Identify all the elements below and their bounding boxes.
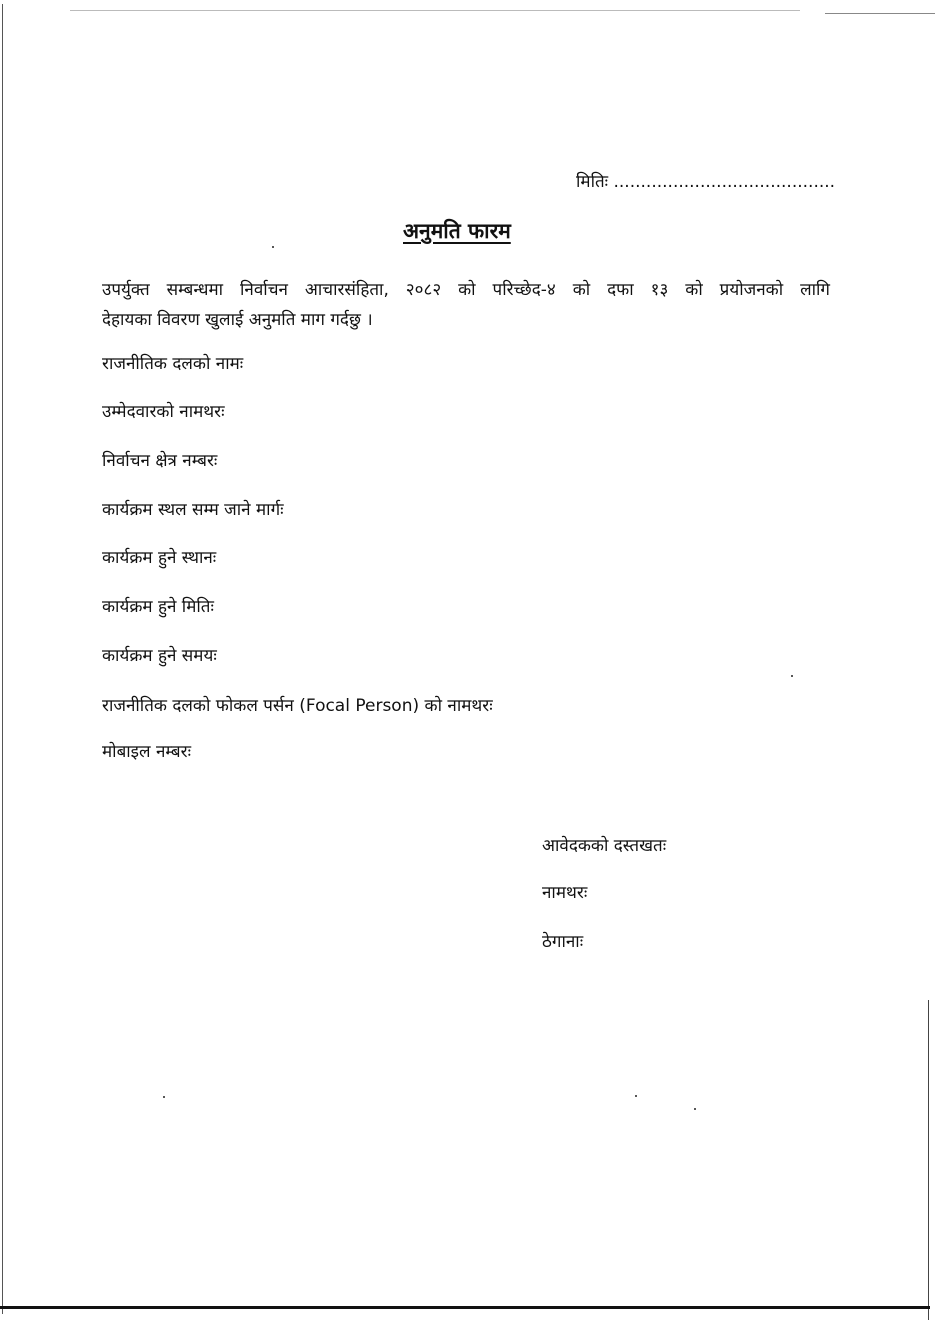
field-party-name: राजनीतिक दलको नामः (102, 354, 244, 374)
signature-name-label: नामथरः (542, 883, 588, 903)
signature-address-label: ठेगानाः (542, 932, 584, 952)
scan-speck (163, 1096, 165, 1098)
field-constituency-number: निर्वाचन क्षेत्र नम्बरः (102, 451, 218, 471)
scan-left-edge (2, 4, 3, 1314)
scan-speck (272, 246, 274, 248)
form-title: अनुमति फारम (403, 219, 511, 243)
scan-top-edge (70, 10, 800, 11)
field-candidate-name: उम्मेदवारको नामथरः (102, 402, 225, 422)
field-event-time: कार्यक्रम हुने समयः (102, 646, 217, 666)
signature-applicant-label: आवेदकको दस्तखतः (542, 836, 667, 856)
scan-speck (635, 1095, 637, 1097)
field-focal-person-name: राजनीतिक दलको फोकल पर्सन (Focal Person) को नामथरः (102, 696, 493, 716)
field-event-venue: कार्यक्रम हुने स्थानः (102, 548, 217, 568)
scan-speck (694, 1108, 696, 1110)
scan-bottom-edge (0, 1306, 930, 1309)
field-mobile-number: मोबाइल नम्बरः (102, 742, 192, 762)
scan-top-edge-right (825, 13, 935, 14)
field-event-date: कार्यक्रम हुने मितिः (102, 597, 214, 617)
scan-speck (791, 675, 793, 677)
scan-right-edge (928, 1000, 929, 1320)
intro-paragraph-line-1: उपर्युक्त सम्बन्धमा निर्वाचन आचारसंहिता, २०८२ को परिच्छेद-४ को दफा १३ को प्रयोजनको लागि (102, 280, 830, 300)
intro-paragraph-line-2: देहायका विवरण खुलाई अनुमति माग गर्दछु । (102, 310, 373, 330)
field-route-to-venue: कार्यक्रम स्थल सम्म जाने मार्गः (102, 500, 284, 520)
date-label: मितिः ......................................... (576, 172, 836, 192)
